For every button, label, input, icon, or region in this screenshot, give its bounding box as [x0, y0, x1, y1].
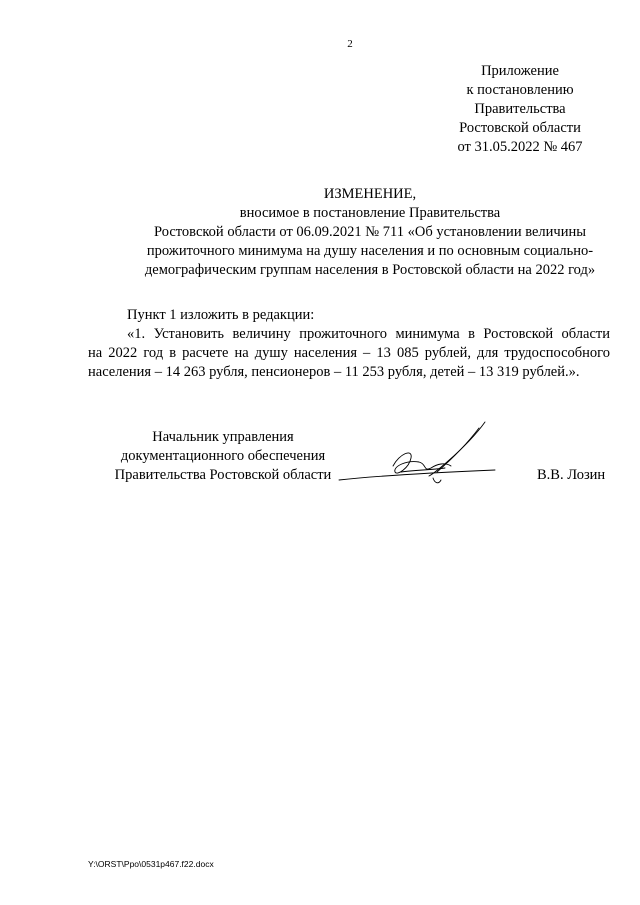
signatory-title-line: Начальник управления: [152, 429, 294, 445]
page-number: 2: [347, 38, 353, 50]
footer-file-path: Y:\ORST\Ppo\0531p467.f22.docx: [88, 859, 214, 869]
appendix-line: Приложение: [481, 63, 559, 79]
amendment-paragraph: [88, 325, 610, 382]
intro-paragraph: Пункт 1 изложить в редакции:: [127, 307, 315, 323]
signatory-name: В.В. Лозин: [537, 467, 606, 483]
heading-line: прожиточного минимума на душу населения и по основным социально-: [146, 243, 594, 259]
signatory-title-line: документационного обеспечения: [120, 448, 326, 464]
heading-title: ИЗМЕНЕНИЕ,: [323, 186, 417, 202]
appendix-block: [420, 62, 620, 157]
heading-line: вносимое в постановление Правительства: [239, 205, 501, 221]
amendment-line: населения – 14 263 рубля, пенсионеров – 11 253 рубля, детей – 13 319 рублей.».: [88, 364, 580, 380]
signatory-title: [88, 428, 358, 485]
appendix-line: Ростовской области: [459, 120, 581, 136]
handwritten-signature: [335, 418, 525, 490]
document-heading: [40, 185, 640, 280]
appendix-line: Правительства: [474, 101, 566, 117]
heading-line: Ростовской области от 06.09.2021 № 711 «Об установлении величины: [154, 224, 586, 240]
signatory-title-line: Правительства Ростовской области: [114, 467, 332, 483]
heading-line: демографическим группам населения в Ростовской области на 2022 год»: [144, 262, 596, 278]
appendix-line: к постановлению: [466, 82, 574, 98]
amendment-line: на 2022 год в расчете на душу населения – 13 085 рублей, для трудоспособного: [88, 345, 610, 361]
appendix-line: от 31.05.2022 № 467: [457, 139, 583, 155]
amendment-line: «1. Установить величину прожиточного минимума в Ростовской области: [127, 326, 610, 342]
